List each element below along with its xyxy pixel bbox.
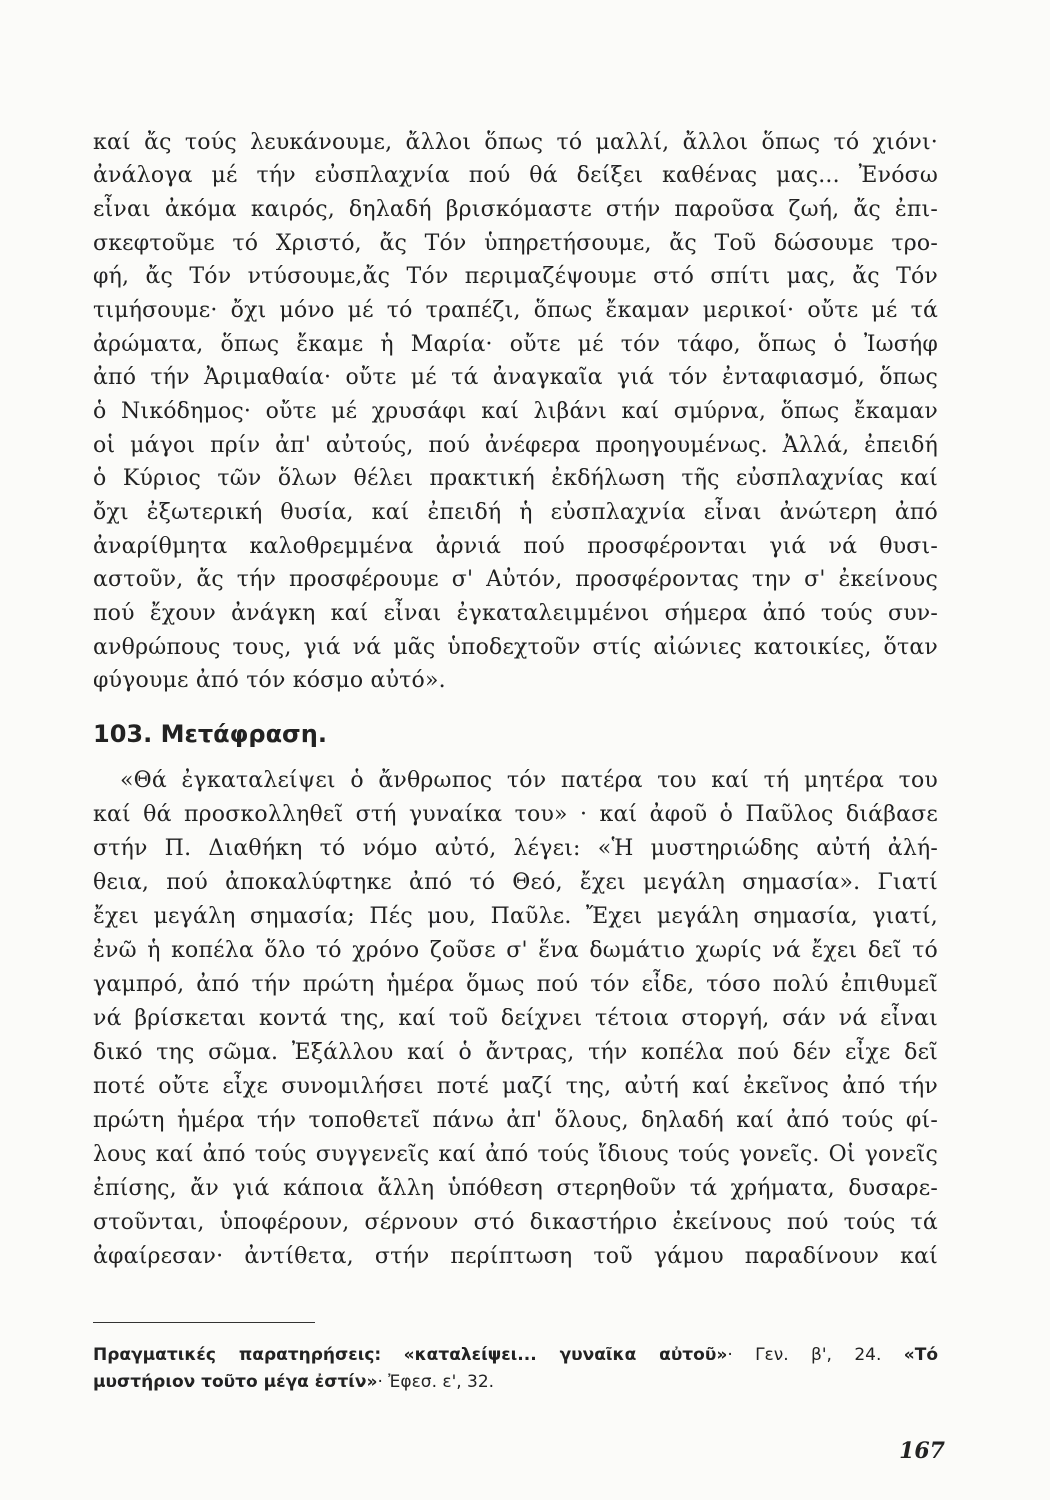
text-line: καί ἄς τούς λευκάνουμε, ἄλλοι ὅπως τό μαλλί, ἄλλοι ὅπως τό χιόνι· xyxy=(93,130,938,155)
text-line: ἀναρίθμητα καλοθρεμμένα ἀρνιά πού προσφέρονται γιά νά θυσι- xyxy=(93,534,938,559)
text-line: φύγουμε ἀπό τόν κόσμο αὐτό». xyxy=(93,668,446,693)
text-line: οἱ μάγοι πρίν ἀπ' αὐτούς, πού ἀνέφερα προηγουμένως. Ἀλλά, ἐπειδή xyxy=(93,433,938,458)
footnote-divider xyxy=(93,1322,315,1323)
text-line: εἶναι ἀκόμα καιρός, δηλαδή βρισκόμαστε στήν παροῦσα ζωή, ἄς ἐπι- xyxy=(93,197,938,222)
text-line: ἀφαίρεσαν· ἀντίθετα, στήν περίπτωση τοῦ γάμου παραδίνουν καί xyxy=(93,1244,938,1269)
text-line: τιμήσουμε· ὄχι μόνο μέ τό τραπέζι, ὅπως ἔκαμαν μερικοί· οὔτε μέ τά xyxy=(93,298,938,323)
section-heading: 103. Μετάφραση. xyxy=(93,720,327,748)
text-line: ἀνάλογα μέ τήν εὐσπλαχνία πού θά δείξει καθένας μας... Ἐνόσω xyxy=(93,163,938,188)
text-line: στοῦνται, ὑποφέρουν, σέρνουν στό δικαστήριο ἐκείνους πού τούς τά xyxy=(93,1210,938,1235)
text-line: λους καί ἀπό τούς συγγενεῖς καί ἀπό τούς ἴδιους τούς γονεῖς. Οἱ γονεῖς xyxy=(93,1142,938,1167)
footnote-quote: «καταλείψει... γυναῖκα αὐτοῦ» xyxy=(403,1345,728,1365)
text-line: καί θά προσκολληθεῖ στή γυναίκα του» · καί ἀφοῦ ὁ Παῦλος διάβασε xyxy=(93,802,938,827)
text-line: πού ἔχουν ἀνάγκη καί εἶναι ἐγκαταλειμμένοι σήμερα ἀπό τούς συν- xyxy=(93,601,938,626)
footnote-label: Πραγματικές παρατηρήσεις: xyxy=(93,1345,382,1365)
text-line: ὁ Νικόδημος· οὔτε μέ χρυσάφι καί λιβάνι καί σμύρνα, ὅπως ἔκαμαν xyxy=(93,399,938,424)
text-line: ὄχι ἐξωτερική θυσία, καί ἐπειδή ἡ εὐσπλαχνία εἶναι ἀνώτερη ἀπό xyxy=(93,500,938,525)
page-number: 167 xyxy=(899,1438,945,1464)
text-line: ἀρώματα, ὅπως ἔκαμε ἡ Μαρία· οὔτε μέ τόν τάφο, ὅπως ὁ Ἰωσήφ xyxy=(93,332,938,357)
text-line: ποτέ οὔτε εἶχε συνομιλήσει ποτέ μαζί της, αὐτή καί ἐκεῖνος ἀπό τήν xyxy=(93,1074,938,1099)
text-line: αστοῦν, ἄς τήν προσφέρουμε σ' Αὐτόν, προσφέροντας την σ' ἐκείνους xyxy=(93,567,938,592)
text-line: πρώτη ἡμέρα τήν τοποθετεῖ πάνω ἀπ' ὅλους, δηλαδή καί ἀπό τούς φί- xyxy=(93,1108,938,1133)
text-line: ἔχει μεγάλη σημασία; Πές μου, Παῦλε. Ἔχει μεγάλη σημασία, γιατί, xyxy=(93,904,938,929)
text-line: φή, ἄς Τόν ντύσουμε,ἄς Τόν περιμαζέψουμε στό σπίτι μας, ἄς Τόν xyxy=(93,264,938,289)
footnote-line xyxy=(93,1342,938,1368)
text-line: θεια, πού ἀποκαλύφτηκε ἀπό τό Θεό, ἔχει μεγάλη σημασία». Γιατί xyxy=(93,870,938,895)
footnote-reference: · Γεν. β', 24. xyxy=(727,1345,882,1365)
footnote-reference: · Ἐφεσ. ε', 32. xyxy=(377,1372,495,1392)
text-line: ανθρώπους τους, γιά νά μᾶς ὑποδεχτοῦν στίς αἰώνιες κατοικίες, ὅταν xyxy=(93,635,938,660)
text-line: «Θά ἐγκαταλείψει ὁ ἄνθρωπος τόν πατέρα του καί τή μητέρα του xyxy=(120,768,938,793)
text-line: στήν Π. Διαθήκη τό νόμο αὐτό, λέγει: «Ἡ μυστηριώδης αὐτή ἀλή- xyxy=(93,836,938,861)
text-line: δικό της σῶμα. Ἐξάλλου καί ὁ ἄντρας, τήν κοπέλα πού δέν εἶχε δεῖ xyxy=(93,1040,938,1065)
text-line: νά βρίσκεται κοντά της, καί τοῦ δείχνει τέτοια στοργή, σάν νά εἶναι xyxy=(93,1006,938,1031)
text-line: ὁ Κύριος τῶν ὅλων θέλει πρακτική ἐκδήλωση τῆς εὐσπλαχνίας καί xyxy=(93,466,938,491)
footnote-quote: μυστήριον τοῦτο μέγα ἐστίν» xyxy=(93,1372,378,1392)
text-line: γαμπρό, ἀπό τήν πρώτη ἡμέρα ὅμως πού τόν εἶδε, τόσο πολύ ἐπιθυμεῖ xyxy=(93,972,938,997)
footnote-line xyxy=(93,1369,938,1395)
footnote-quote: «Τό xyxy=(903,1345,938,1365)
text-line: σκεφτοῦμε τό Χριστό, ἄς Τόν ὑπηρετήσουμε, ἄς Τοῦ δώσουμε τρο- xyxy=(93,231,938,256)
text-line: ἐνῶ ἡ κοπέλα ὅλο τό χρόνο ζοῦσε σ' ἕνα δωμάτιο χωρίς νά ἔχει δεῖ τό xyxy=(93,938,938,963)
text-line: ἐπίσης, ἄν γιά κάποια ἄλλη ὑπόθεση στερηθοῦν τά χρήματα, δυσαρε- xyxy=(93,1176,938,1201)
text-line: ἀπό τήν Ἀριμαθαία· οὔτε μέ τά ἀναγκαῖα γιά τόν ἐνταφιασμό, ὅπως xyxy=(93,365,938,390)
